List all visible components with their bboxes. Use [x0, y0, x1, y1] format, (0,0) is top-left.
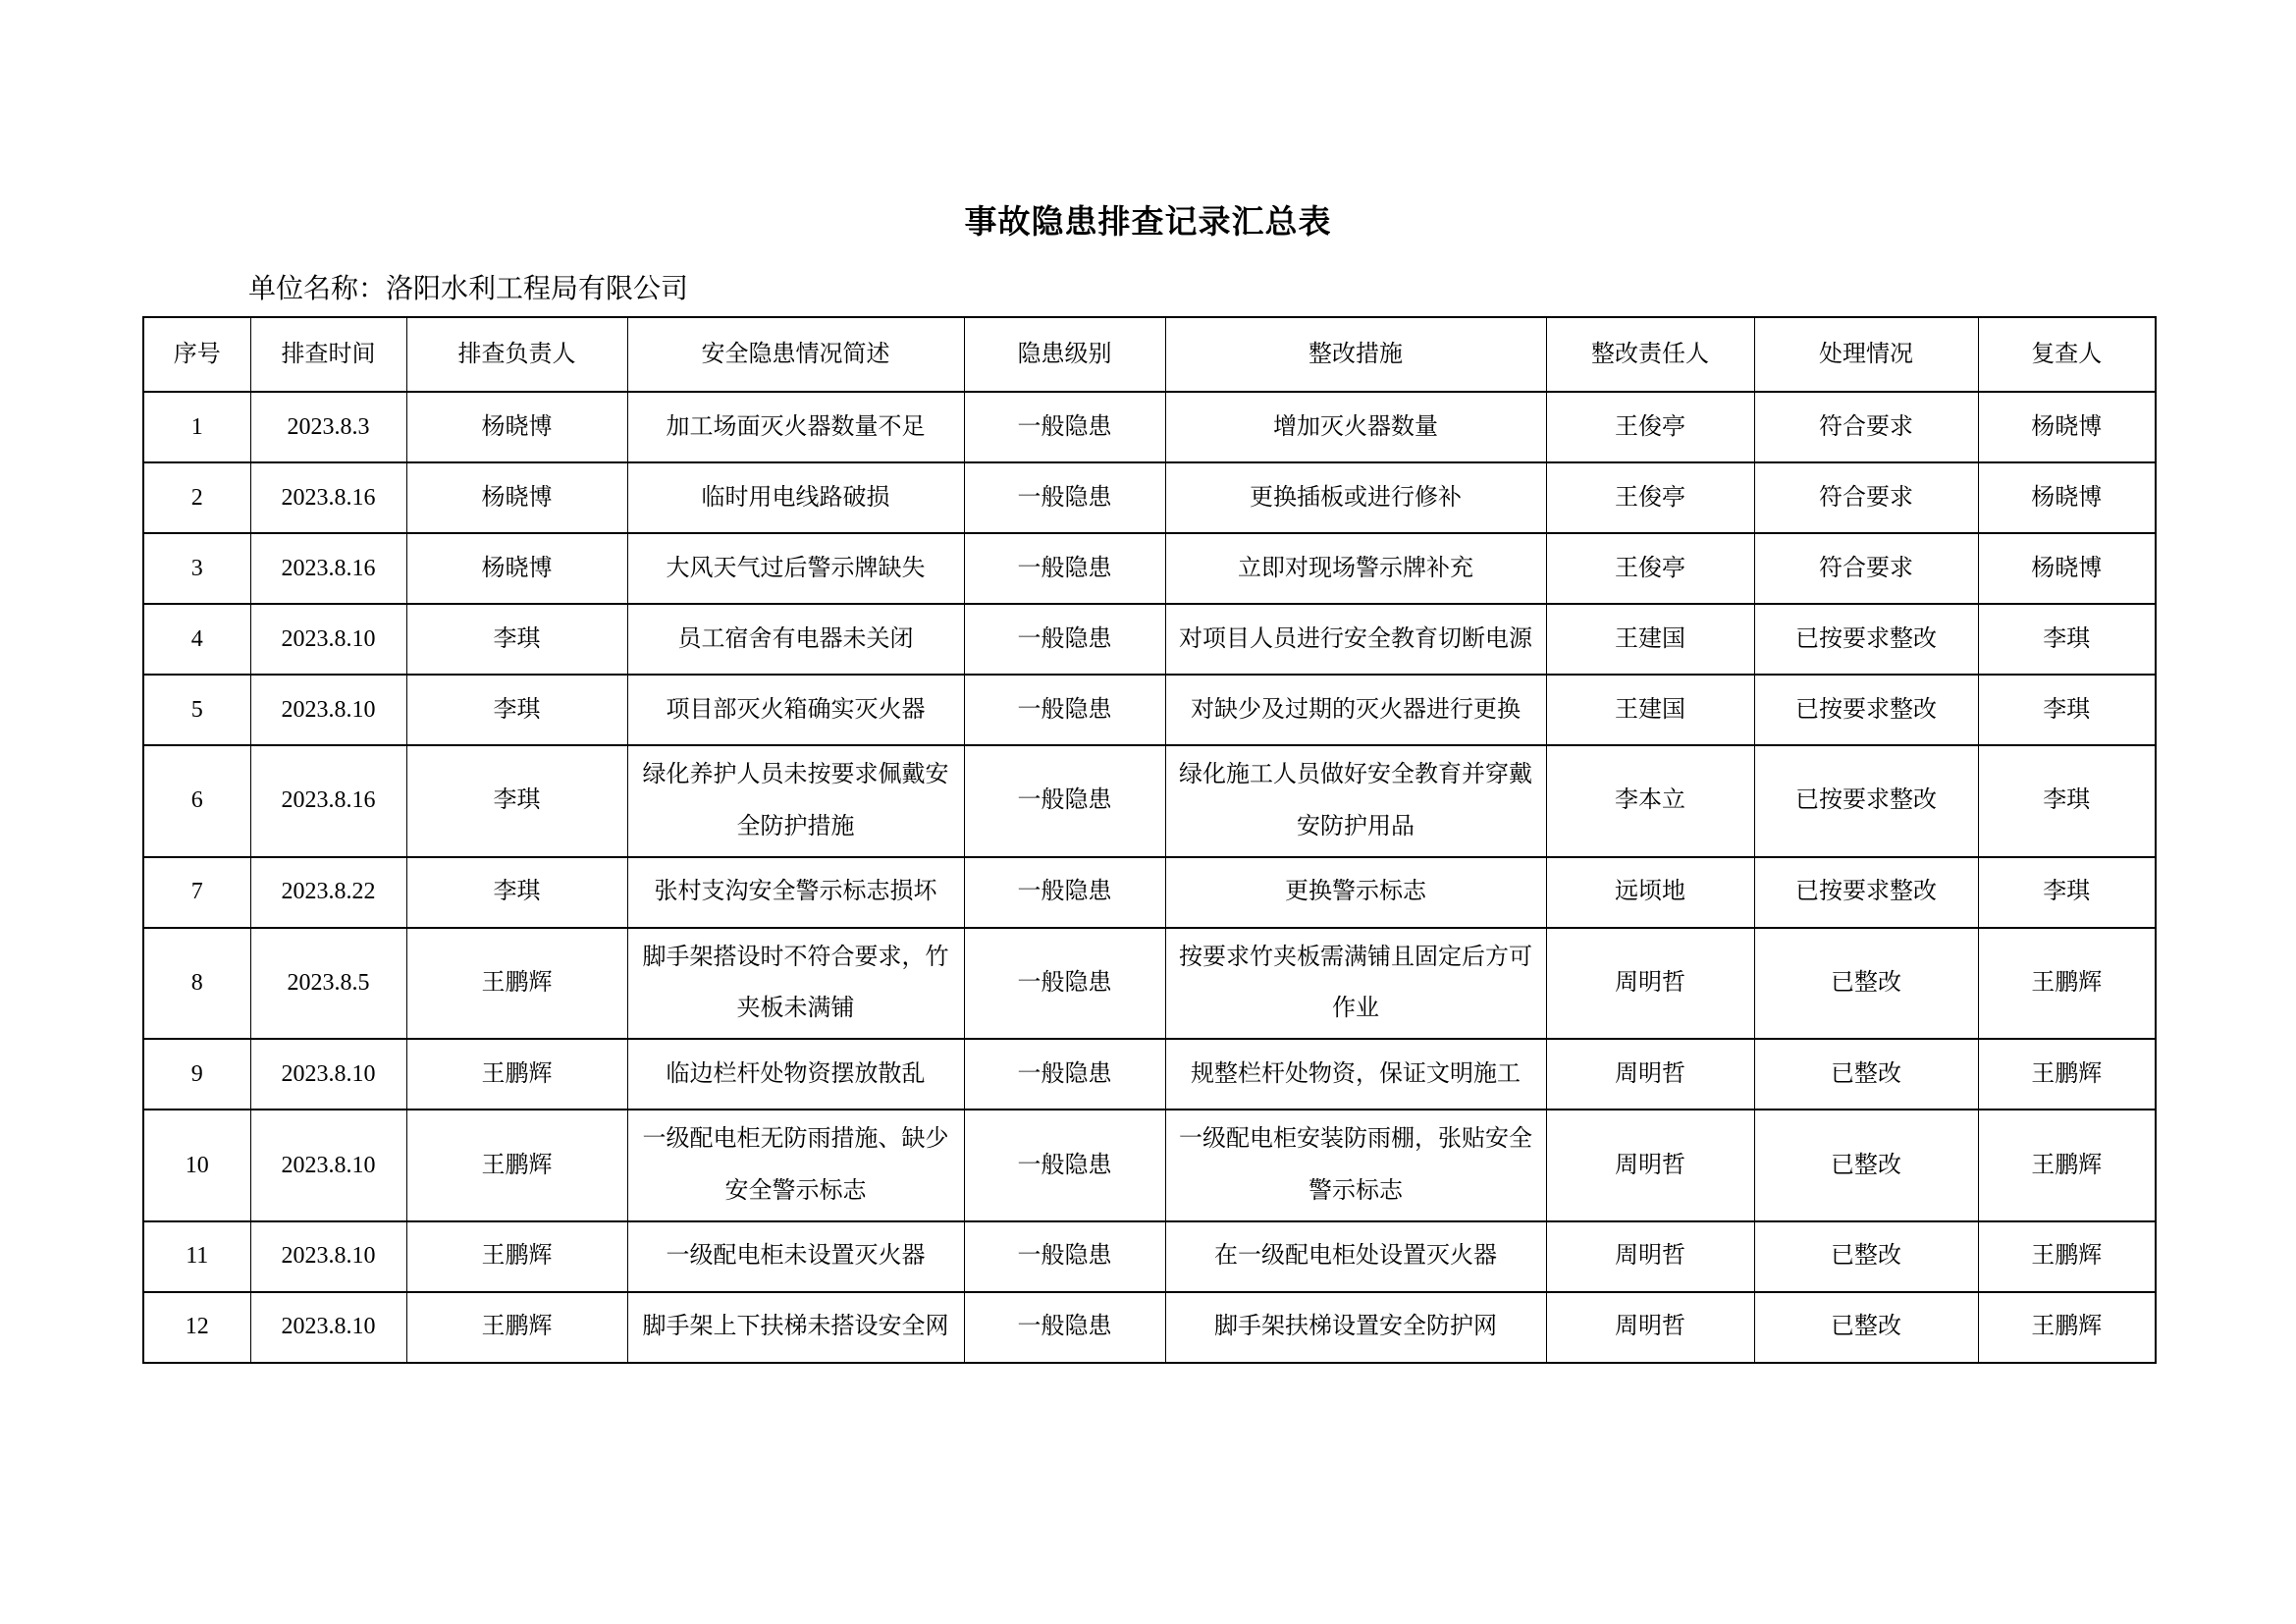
cell-responsible: 周明哲: [1546, 1110, 1754, 1221]
cell-status: 符合要求: [1754, 462, 1978, 533]
cell-date: 2023.8.5: [250, 928, 406, 1040]
cell-status: 符合要求: [1754, 533, 1978, 604]
cell-date: 2023.8.16: [250, 462, 406, 533]
cell-hazard: 绿化养护人员未按要求佩戴安全防护措施: [627, 745, 964, 857]
cell-measure: 立即对现场警示牌补充: [1165, 533, 1546, 604]
cell-reviewer: 李琪: [1978, 857, 2156, 928]
header-responsible: 整改责任人: [1546, 317, 1754, 392]
header-date: 排查时间: [250, 317, 406, 392]
cell-measure: 更换警示标志: [1165, 857, 1546, 928]
cell-date: 2023.8.10: [250, 1039, 406, 1110]
table-row: [143, 1039, 2156, 1110]
cell-serial: 2: [143, 462, 250, 533]
cell-date: 2023.8.16: [250, 533, 406, 604]
cell-status: 已整改: [1754, 928, 1978, 1040]
cell-serial: 4: [143, 604, 250, 675]
cell-hazard: 脚手架上下扶梯未搭设安全网: [627, 1292, 964, 1363]
table-row: [143, 462, 2156, 533]
cell-measure: 对项目人员进行安全教育切断电源: [1165, 604, 1546, 675]
cell-responsible: 王建国: [1546, 604, 1754, 675]
cell-responsible: 周明哲: [1546, 928, 1754, 1040]
cell-hazard: 员工宿舍有电器未关闭: [627, 604, 964, 675]
cell-measure: 脚手架扶梯设置安全防护网: [1165, 1292, 1546, 1363]
cell-inspector: 李琪: [406, 675, 627, 745]
header-level: 隐患级别: [964, 317, 1165, 392]
cell-serial: 11: [143, 1221, 250, 1292]
cell-level: 一般隐患: [964, 533, 1165, 604]
cell-reviewer: 杨晓博: [1978, 462, 2156, 533]
cell-status: 已按要求整改: [1754, 604, 1978, 675]
cell-serial: 8: [143, 928, 250, 1040]
cell-measure: 绿化施工人员做好安全教育并穿戴安防护用品: [1165, 745, 1546, 857]
cell-responsible: 周明哲: [1546, 1292, 1754, 1363]
table-header-row: [143, 317, 2156, 392]
cell-reviewer: 王鹏辉: [1978, 928, 2156, 1040]
cell-inspector: 杨晓博: [406, 392, 627, 462]
cell-reviewer: 李琪: [1978, 675, 2156, 745]
cell-status: 已整改: [1754, 1292, 1978, 1363]
cell-inspector: 李琪: [406, 745, 627, 857]
cell-serial: 10: [143, 1110, 250, 1221]
cell-responsible: 周明哲: [1546, 1221, 1754, 1292]
page-title: 事故隐患排查记录汇总表: [964, 203, 1332, 240]
header-hazard: 安全隐患情况简述: [627, 317, 964, 392]
cell-hazard: 大风天气过后警示牌缺失: [627, 533, 964, 604]
cell-level: 一般隐患: [964, 1292, 1165, 1363]
table-row: [143, 857, 2156, 928]
cell-level: 一般隐患: [964, 462, 1165, 533]
cell-date: 2023.8.10: [250, 604, 406, 675]
cell-reviewer: 王鹏辉: [1978, 1292, 2156, 1363]
cell-responsible: 周明哲: [1546, 1039, 1754, 1110]
cell-measure: 规整栏杆处物资，保证文明施工: [1165, 1039, 1546, 1110]
cell-hazard: 脚手架搭设时不符合要求，竹夹板未满铺: [627, 928, 964, 1040]
unit-name-line: 单位名称：洛阳水利工程局有限公司: [248, 274, 689, 304]
cell-inspector: 王鹏辉: [406, 1292, 627, 1363]
cell-measure: 对缺少及过期的灭火器进行更换: [1165, 675, 1546, 745]
cell-responsible: 王俊亭: [1546, 392, 1754, 462]
header-measure: 整改措施: [1165, 317, 1546, 392]
cell-hazard: 加工场面灭火器数量不足: [627, 392, 964, 462]
cell-date: 2023.8.3: [250, 392, 406, 462]
header-serial: 序号: [143, 317, 250, 392]
table-row: [143, 1110, 2156, 1221]
cell-inspector: 杨晓博: [406, 533, 627, 604]
cell-hazard: 项目部灭火箱确实灭火器: [627, 675, 964, 745]
cell-responsible: 远顷地: [1546, 857, 1754, 928]
cell-level: 一般隐患: [964, 1039, 1165, 1110]
cell-level: 一般隐患: [964, 392, 1165, 462]
cell-date: 2023.8.10: [250, 1110, 406, 1221]
cell-hazard: 一级配电柜未设置灭火器: [627, 1221, 964, 1292]
cell-reviewer: 杨晓博: [1978, 392, 2156, 462]
table-body: [143, 392, 2156, 1363]
cell-date: 2023.8.10: [250, 1221, 406, 1292]
header-inspector: 排查负责人: [406, 317, 627, 392]
cell-measure: 增加灭火器数量: [1165, 392, 1546, 462]
cell-inspector: 杨晓博: [406, 462, 627, 533]
cell-inspector: 李琪: [406, 857, 627, 928]
cell-reviewer: 王鹏辉: [1978, 1221, 2156, 1292]
cell-level: 一般隐患: [964, 745, 1165, 857]
header-status: 处理情况: [1754, 317, 1978, 392]
cell-measure: 按要求竹夹板需满铺且固定后方可作业: [1165, 928, 1546, 1040]
cell-date: 2023.8.10: [250, 1292, 406, 1363]
cell-serial: 12: [143, 1292, 250, 1363]
cell-hazard: 临边栏杆处物资摆放散乱: [627, 1039, 964, 1110]
cell-serial: 3: [143, 533, 250, 604]
cell-measure: 一级配电柜安装防雨棚，张贴安全警示标志: [1165, 1110, 1546, 1221]
cell-serial: 5: [143, 675, 250, 745]
cell-level: 一般隐患: [964, 1221, 1165, 1292]
cell-responsible: 李本立: [1546, 745, 1754, 857]
cell-measure: 在一级配电柜处设置灭火器: [1165, 1221, 1546, 1292]
hazard-record-table: [142, 316, 2157, 1364]
cell-reviewer: 李琪: [1978, 745, 2156, 857]
table-row: [143, 533, 2156, 604]
cell-reviewer: 杨晓博: [1978, 533, 2156, 604]
cell-inspector: 王鹏辉: [406, 1039, 627, 1110]
table-row: [143, 1221, 2156, 1292]
cell-inspector: 李琪: [406, 604, 627, 675]
table-row: [143, 1292, 2156, 1363]
cell-serial: 1: [143, 392, 250, 462]
cell-date: 2023.8.16: [250, 745, 406, 857]
cell-level: 一般隐患: [964, 604, 1165, 675]
table-row: [143, 745, 2156, 857]
cell-reviewer: 王鹏辉: [1978, 1110, 2156, 1221]
cell-serial: 7: [143, 857, 250, 928]
cell-date: 2023.8.22: [250, 857, 406, 928]
cell-serial: 6: [143, 745, 250, 857]
cell-status: 已整改: [1754, 1039, 1978, 1110]
table-row: [143, 604, 2156, 675]
cell-status: 已按要求整改: [1754, 745, 1978, 857]
table-row: [143, 392, 2156, 462]
cell-status: 已整改: [1754, 1110, 1978, 1221]
cell-level: 一般隐患: [964, 1110, 1165, 1221]
cell-reviewer: 王鹏辉: [1978, 1039, 2156, 1110]
cell-date: 2023.8.10: [250, 675, 406, 745]
cell-inspector: 王鹏辉: [406, 1110, 627, 1221]
cell-level: 一般隐患: [964, 857, 1165, 928]
table-row: [143, 675, 2156, 745]
cell-hazard: 临时用电线路破损: [627, 462, 964, 533]
header-reviewer: 复查人: [1978, 317, 2156, 392]
cell-status: 已按要求整改: [1754, 675, 1978, 745]
cell-level: 一般隐患: [964, 675, 1165, 745]
cell-level: 一般隐患: [964, 928, 1165, 1040]
table-row: [143, 928, 2156, 1040]
cell-inspector: 王鹏辉: [406, 928, 627, 1040]
cell-hazard: 一级配电柜无防雨措施、缺少安全警示标志: [627, 1110, 964, 1221]
cell-responsible: 王建国: [1546, 675, 1754, 745]
cell-responsible: 王俊亭: [1546, 462, 1754, 533]
cell-reviewer: 李琪: [1978, 604, 2156, 675]
cell-serial: 9: [143, 1039, 250, 1110]
cell-status: 已按要求整改: [1754, 857, 1978, 928]
cell-measure: 更换插板或进行修补: [1165, 462, 1546, 533]
cell-status: 符合要求: [1754, 392, 1978, 462]
cell-inspector: 王鹏辉: [406, 1221, 627, 1292]
cell-responsible: 王俊亭: [1546, 533, 1754, 604]
cell-hazard: 张村支沟安全警示标志损坏: [627, 857, 964, 928]
cell-status: 已整改: [1754, 1221, 1978, 1292]
